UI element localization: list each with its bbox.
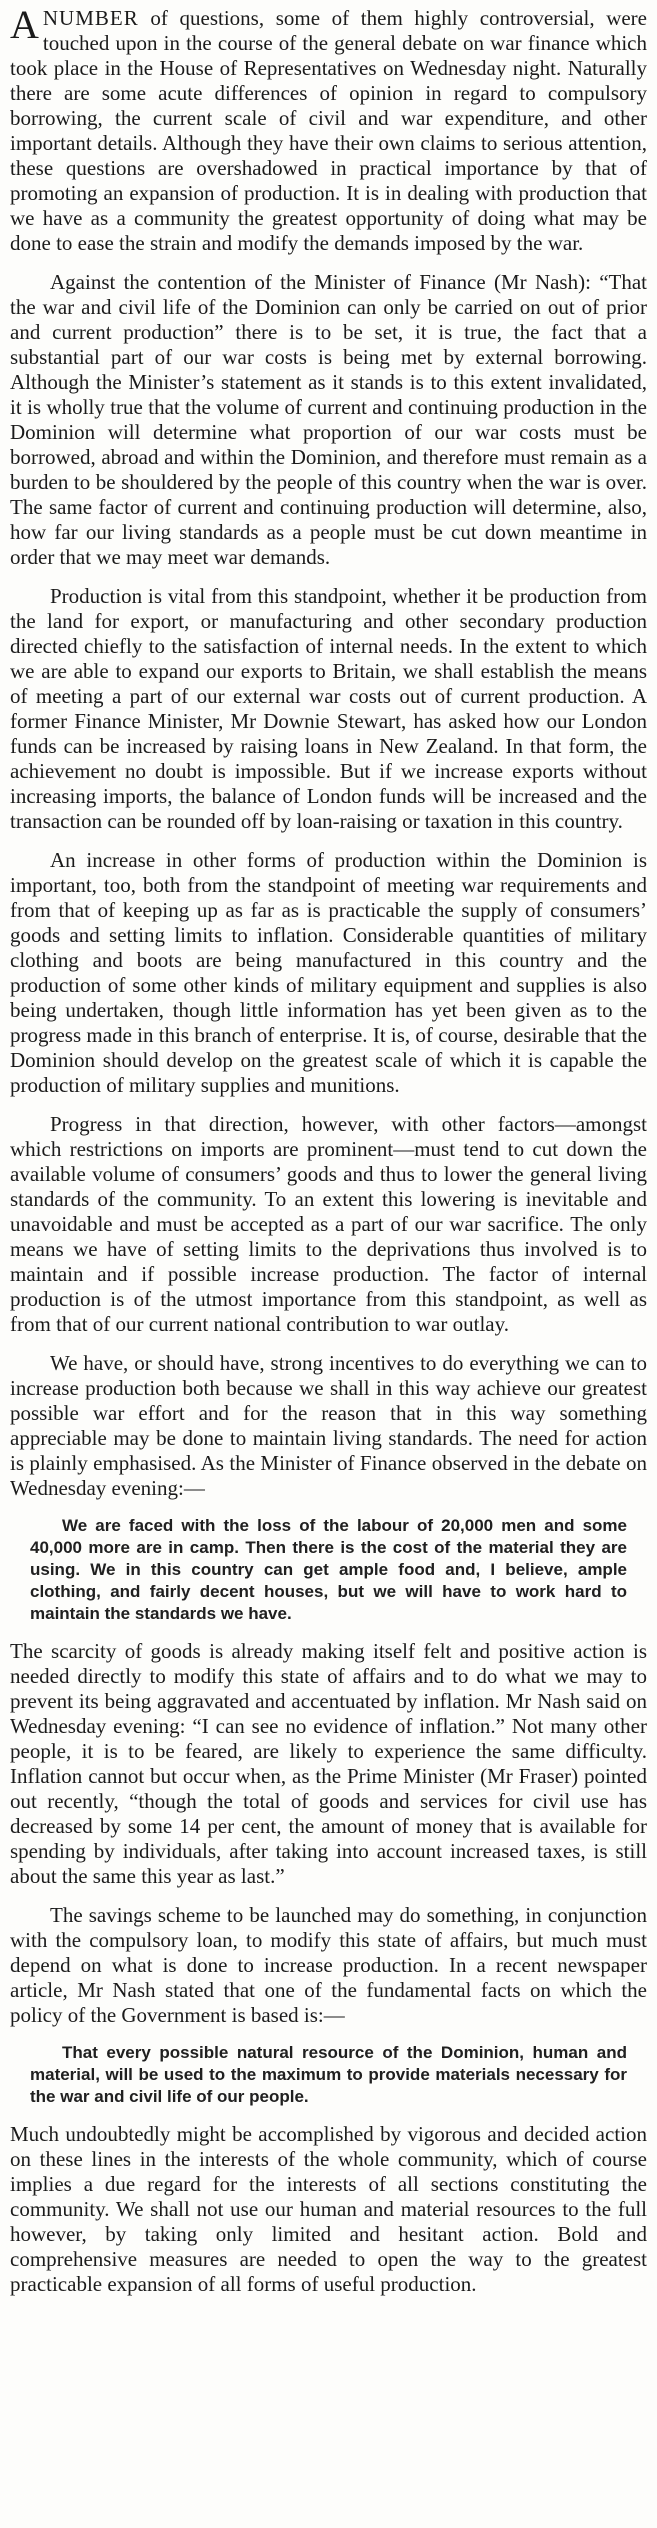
article-paragraph-1 <box>10 2 647 256</box>
article-paragraph-9: Much undoubtedly might be accomplished by vigorous and decided action on these lines in the interests of the whole community, which of course implies a due regard for the interests of all sections constituting the community. We shall not use our human and material resources to the full however, by taking only limited and hesitant action. Bold and comprehensive measures are needed to open the way to the greatest practicable expansion of all forms of useful production. <box>10 2122 647 2296</box>
article-paragraph-5: Progress in that direction, however, with other factors—amongst which restrictions on imports are prominent—must tend to cut down the available volume of consumers’ goods and thus to lower the general living standards of the community. To an extent this lowering is inevitable and unavoidable and must be accepted as a part of our war sacrifice. The only means we have of setting limits to the deprivations thus involved is to maintain and if possible increase production. The factor of internal production is of the utmost importance from this standpoint, as well as from that of our current national contribution to war outlay. <box>10 1112 647 1336</box>
drop-cap: A <box>10 2 39 47</box>
article-paragraph-8: The savings scheme to be launched may do something, in conjunction with the compulsory loan, to modify this state of affairs, but much must depend on what is done to increase production. In a recent newspaper article, Mr Nash stated that one of the fundamental facts on which the policy of the Government is based is:— <box>10 1903 647 2027</box>
article-paragraph-4: An increase in other forms of production within the Dominion is important, too, both from the standpoint of meeting war requirements and from that of keeping up as far as is practicable the supply of consumers’ goods and setting limits to inflation. Considerable quantities of military clothing and boots are being manufactured in this country and the production of some other kinds of military equipment and supplies is also being undertaken, though little information has yet been given as to the progress made in this branch of enterprise. It is, of course, desirable that the Dominion should develop on the greatest scale of which it is capable the production of military supplies and munitions. <box>10 848 647 1097</box>
article-paragraph-2: Against the contention of the Minister of Finance (Mr Nash): “That the war and civil life of the Dominion can only be carried on out of prior and current production” there is to be set, it is true, the fact that a substantial part of our war costs is being met by external borrowing. Although the Minister’s statement as it stands is to this extent invalidated, it is wholly true that the volume of current and continuing production in the Dominion will determine what proportion of our war costs must be borrowed, abroad and within the Dominion, and therefore must remain as a burden to be shouldered by the people of this country when the war is over. The same factor of current and continuing production will determine, also, how far our living standards as a people must be cut down meantime in order that we may meet war demands. <box>10 270 647 569</box>
block-quote-minister: We are faced with the loss of the labour of 20,000 men and some 40,000 more are in camp. Then there is the cost of the material they are using. We in this country can get ample food and, I believe, ample clothing, and fairly decent houses, but we will have to work hard to maintain the standards we have. <box>30 1516 627 1623</box>
article-paragraph-3: Production is vital from this standpoint, whether it be production from the land for export, or manufacturing and other secondary production directed chiefly to the satisfaction of internal needs. In the extent to which we are able to expand our exports to Britain, we shall establish the means of meeting a part of our external war costs out of current production. A former Finance Minister, Mr Downie Stewart, has asked how our London funds can be increased by raising loans in New Zealand. In that form, the achievement no doubt is impossible. But if we increase exports without increasing imports, the balance of London funds will be increased and the transaction can be rounded off by loan-raising or taxation in this country. <box>10 584 647 833</box>
lead-word: NUMBER <box>42 6 139 30</box>
paragraph-text: of questions, some of them highly controversial, were touched upon in the course of the general debate on war finance which took place in the House of Representatives on Wednesday night. Naturally there are some acute differences of opinion in regard to compulsory borrowing, the current scale of civil and war expenditure, and other important details. Although they have their own claims to serious attention, these questions are overshadowed in practical importance by that of promoting an expansion of production. It is in dealing with production that we have as a community the greatest opportunity of doing what may be done to ease the strain and modify the demands imposed by the war. <box>10 6 647 255</box>
article-paragraph-7: The scarcity of goods is already making itself felt and positive action is needed directly to modify this state of affairs and to do what we may to prevent its being aggravated and accentuated by inflation. Mr Nash said on Wednesday evening: “I can see no evidence of inflation.” Not many other people, it is to be feared, are likely to experience the same difficulty. Inflation cannot but occur when, as the Prime Minister (Mr Fraser) pointed out recently, “though the total of goods and services for civil use has decreased by some 14 per cent, the amount of money that is available for spending by individuals, after taking into account increased taxes, is still about the same this year as last.” <box>10 1639 647 1888</box>
article-paragraph-6: We have, or should have, strong incentives to do everything we can to increase production both because we shall in this way achieve our greatest possible war effort and for the reason that in this way something appreciable may be done to maintain living standards. The need for action is plainly emphasised. As the Minister of Finance observed in the debate on Wednesday evening:— <box>10 1351 647 1500</box>
block-quote-policy: That every possible natural resource of the Dominion, human and material, will be used to the maximum to provide materials necessary for the war and civil life of our people. <box>30 2043 627 2106</box>
